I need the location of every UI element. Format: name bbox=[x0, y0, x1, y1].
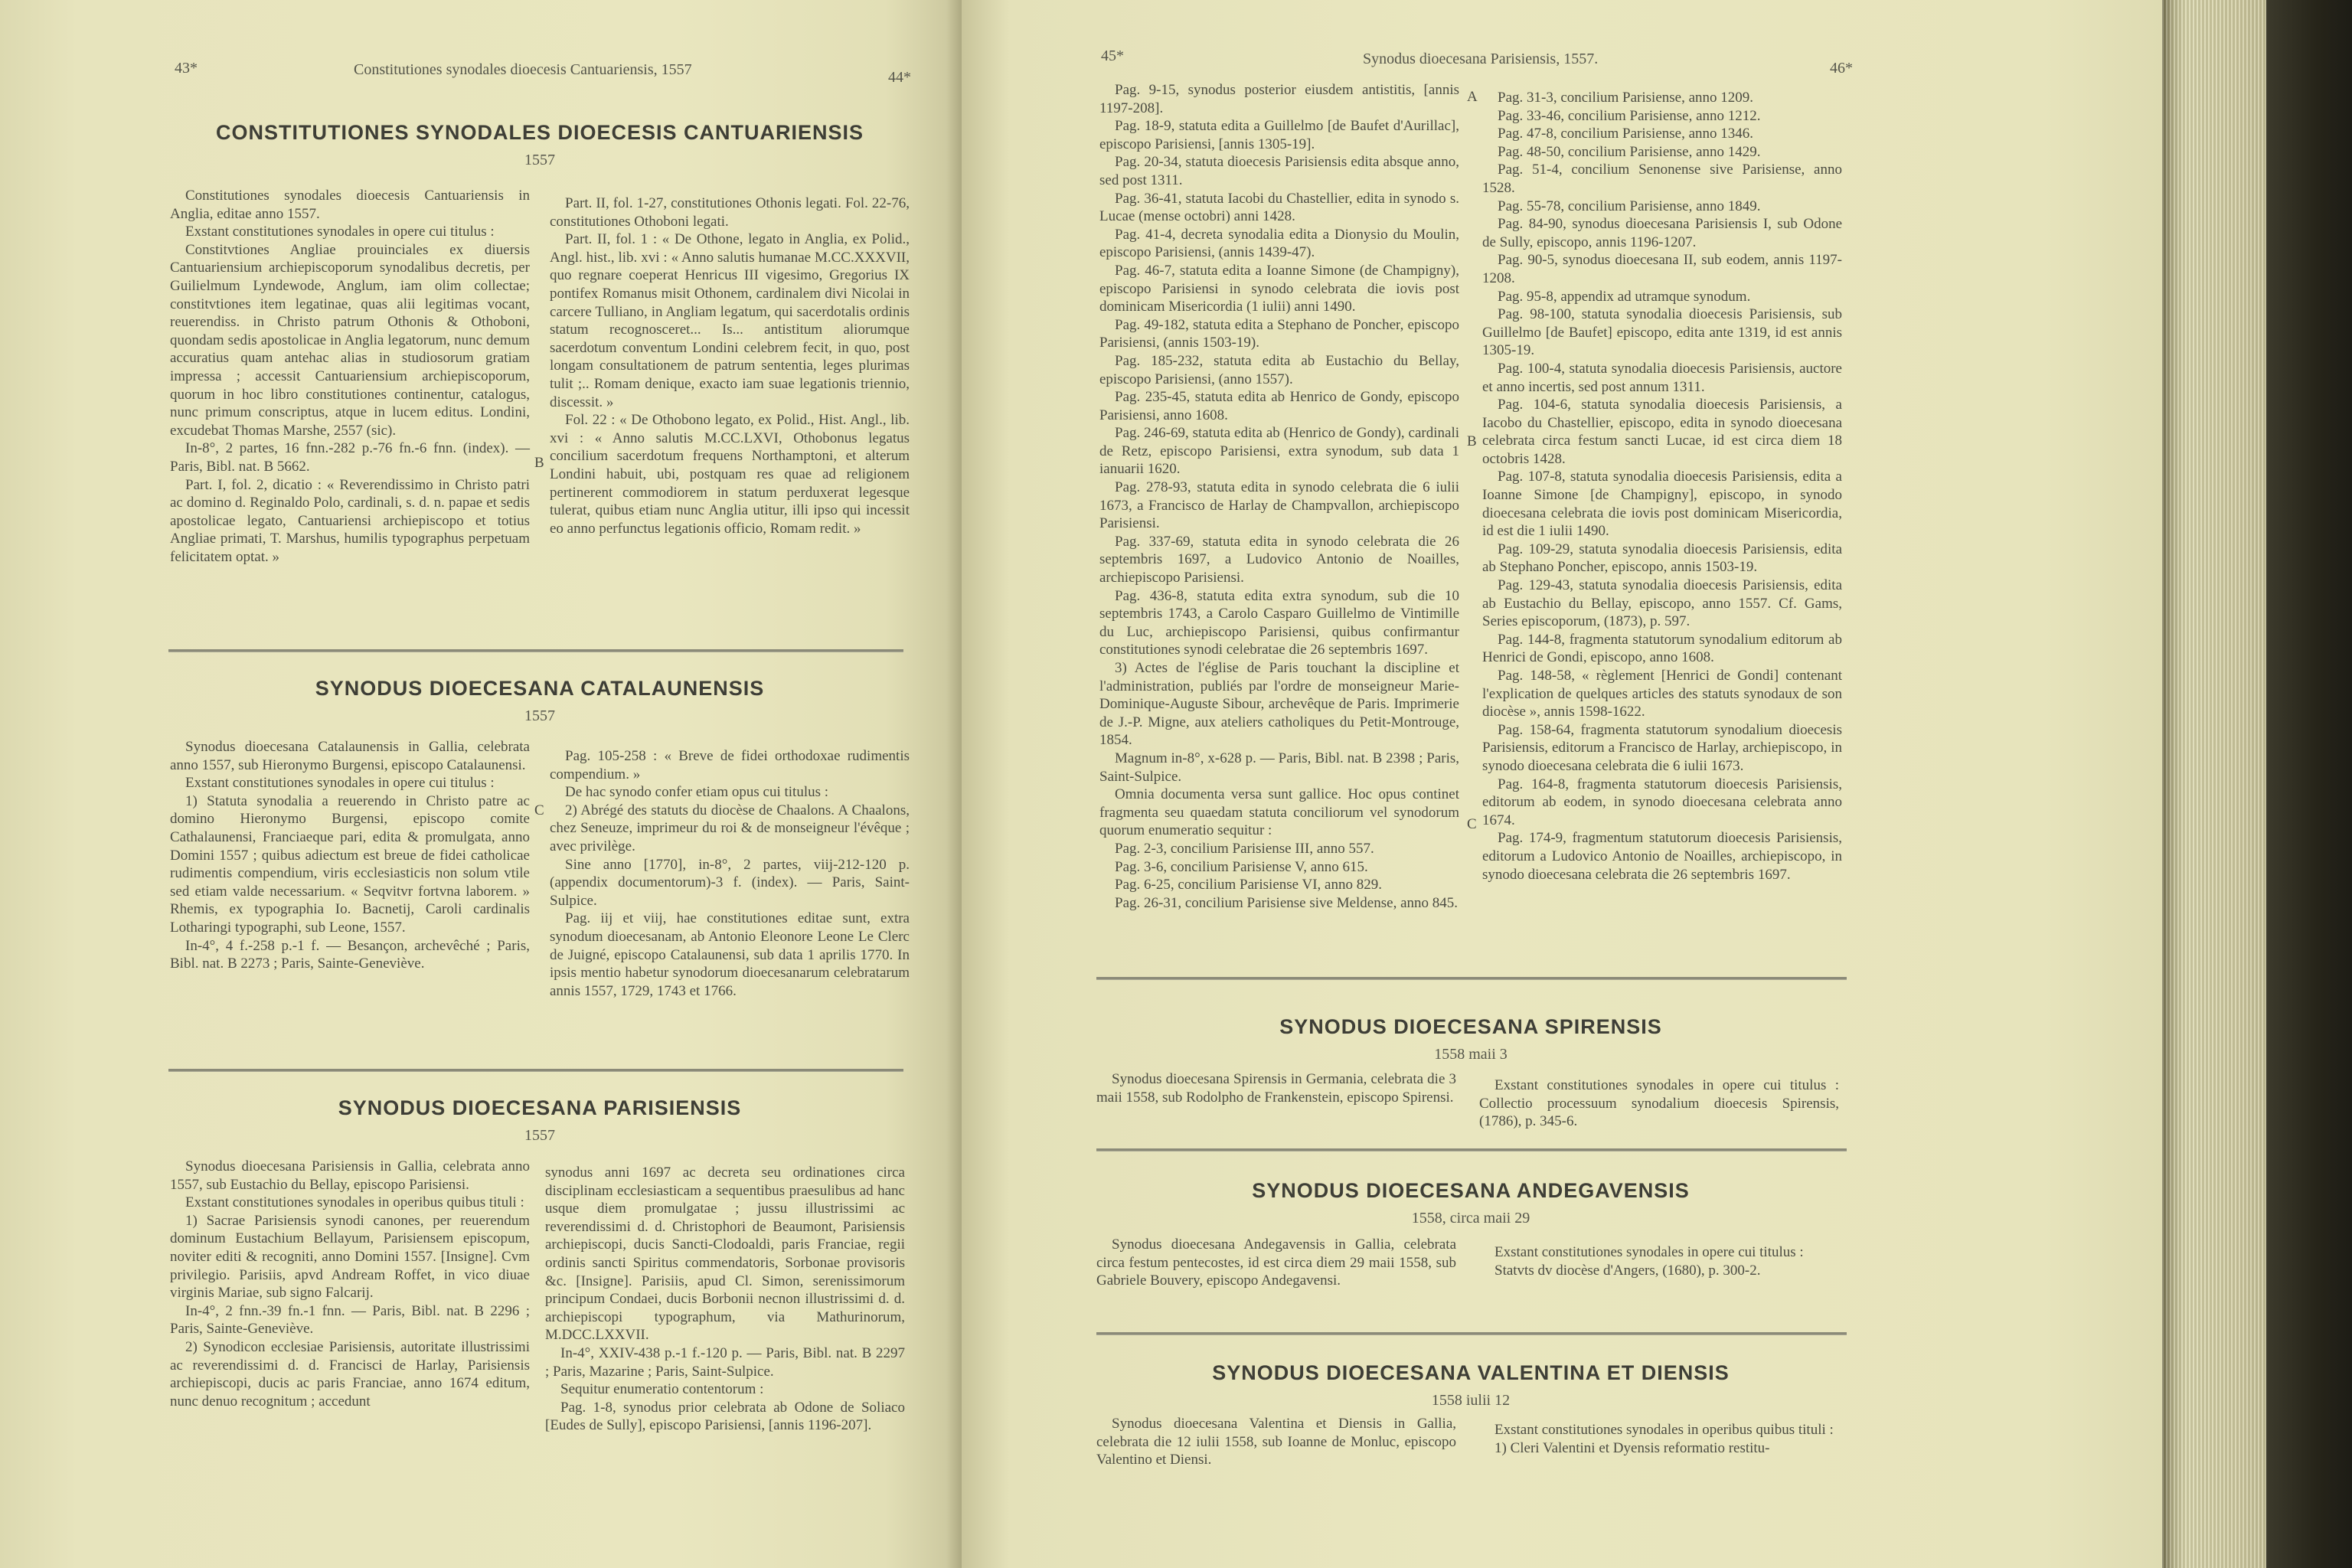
paragraph: Omnia documenta versa sunt gallice. Hoc opus continet fragmenta seu quaedam statuta conciliorum vel synodorum quorum enumeratio sequitur : bbox=[1099, 786, 1459, 839]
paragraph: Pag. 6-25, concilium Parisiense VI, anno 829. bbox=[1115, 877, 1382, 893]
paragraph: 1) Cleri Valentini et Dyensis reformatio restitu- bbox=[1494, 1439, 1770, 1456]
paragraph: Pag. 100-4, statuta synodalia dioecesis Parisiensis, auctore et anno incertis, sed post annum 1311. bbox=[1482, 360, 1842, 395]
text-column bbox=[1099, 81, 1459, 912]
margin-letter: C bbox=[1467, 816, 1477, 832]
section-date: 1558, circa maii 29 bbox=[1411, 1210, 1530, 1227]
margin-letter: B bbox=[534, 455, 544, 471]
page-number: 46* bbox=[1830, 60, 1853, 77]
paragraph: Pag. 36-41, statuta Iacobi du Chastellier, edita in synodo s. Lucae (mense octobri) anni 1428. bbox=[1099, 190, 1459, 225]
paragraph: Pag. 235-45, statuta edita ab Henrico de Gondy, episcopo Parisiensi, anno 1608. bbox=[1099, 389, 1459, 423]
paragraph: Exstant constitutiones synodales in operibus quibus tituli : bbox=[1494, 1422, 1834, 1438]
section-date: 1558 iulii 12 bbox=[1431, 1392, 1511, 1409]
paragraph: Pag. 95-8, appendix ad utramque synodum. bbox=[1498, 288, 1751, 305]
paragraph: Pag. 174-9, fragmentum statutorum dioecesis Parisiensis, editorum a Ludovico Antonio de Noailles, archiepiscopo, in synodo dioecesana celebrata die 26 septembris 1697. bbox=[1482, 830, 1842, 883]
paragraph: Pag. 33-46, concilium Parisiense, anno 1212. bbox=[1498, 107, 1761, 124]
paragraph: Pag. 104-6, statuta synodalia dioecesis Parisiensis, a Iacobo du Chastellier, episcopo, edita in synodo dioecesana celebrata circa festum sancti Lucae, id est circa diem 18 octobris 1428. bbox=[1482, 397, 1842, 467]
paragraph: Exstant constitutiones synodales in opere cui titulus : bbox=[1494, 1244, 1804, 1260]
paragraph: Pag. 1-8, synodus prior celebrata ab Odone de Soliaco [Eudes de Sully], episcopo Parisiensi, [annis 1196-207]. bbox=[545, 1399, 905, 1434]
paragraph: Pag. 49-182, statuta edita a Stephano de Poncher, episcopo Parisiensi, (annis 1503-19). bbox=[1099, 316, 1459, 351]
paragraph: Constitvtiones Angliae prouinciales ex diuersis Cantuariensium archiepiscoporum synodalibus decretis, per Guilielmum Lyndewode, Anglum, iam olim collectae; constitvtiones item legatinae, quas alii legitimas vocant, reuerendiss. in Christo patrum Othonis & Othoboni, quondam sedis apostolicae in Anglia legatorum, nunc demum accuratius quam antehac alias in studiosorum gratiam impressa ; accessit Cantuariensium archiepiscoporum, quorum in hoc libro constitutiones continentur, catalogus, nunc primum conscriptus, atque in lucem editus. Londini, excudebat Thomas Marshe, 2557 (sic). bbox=[170, 241, 530, 439]
text-column bbox=[1479, 1076, 1839, 1131]
paragraph: Pag. 46-7, statuta edita a Ioanne Simone (de Champigny), episcopo Parisiensi in synodo celebrata die iovis post dominicam Misericordia (1 iulii) anni 1490. bbox=[1099, 262, 1459, 315]
paragraph: Exstant constitutiones synodales in opere cui titulus : Collectio processuum synodalium dioecesis Spirensis, (1786), p. 345-6. bbox=[1479, 1077, 1839, 1130]
section-title: SYNODUS DIOECESANA PARISIENSIS bbox=[338, 1096, 742, 1119]
margin-letter: B bbox=[1467, 433, 1477, 449]
section-divider bbox=[168, 1069, 903, 1072]
section-date: 1557 bbox=[524, 1127, 555, 1144]
section-divider bbox=[1096, 1148, 1847, 1152]
paragraph: Statvts dv diocèse d'Angers, (1680), p. 300-2. bbox=[1494, 1262, 1761, 1279]
paragraph: Sequitur enumeratio contentorum : bbox=[560, 1381, 764, 1398]
section-date: 1558 maii 3 bbox=[1434, 1046, 1508, 1063]
paragraph: Pag. 51-4, concilium Senonense sive Parisiense, anno 1528. bbox=[1482, 162, 1842, 196]
paragraph: 2) Abrégé des statuts du diocèse de Chaalons. A Chaalons, chez Seneuze, imprimeur du roi & de monseigneur l'évêque ; avec privilège. bbox=[550, 802, 910, 854]
paragraph: Synodus dioecesana Parisiensis in Gallia, celebrata anno 1557, sub Eustachio du Bellay, episcopo Parisiensi. bbox=[170, 1158, 530, 1193]
paragraph: Pag. 158-64, fragmenta statutorum synodalium dioecesis Parisiensis, editorum a Francisco de Harlay, archiepiscopo, in synodo dioecesana celebrata die 6 iulii 1673. bbox=[1482, 721, 1842, 774]
text-column bbox=[1482, 89, 1842, 884]
paragraph: Pag. 164-8, fragmenta statutorum dioecesis Parisiensis, editorum ab eodem, in synodo dioecesana celebrata anno 1674. bbox=[1482, 776, 1842, 828]
paragraph: Pag. 48-50, concilium Parisiense, anno 1429. bbox=[1498, 143, 1761, 160]
text-column bbox=[1479, 1243, 1839, 1279]
right-page bbox=[962, 0, 2162, 1568]
paragraph: Part. II, fol. 1-27, constitutiones Othonis legati. Fol. 22-76, constitutiones Othoboni legati. bbox=[550, 195, 910, 230]
text-column bbox=[550, 747, 910, 1000]
section-date: 1557 bbox=[524, 152, 555, 168]
paragraph: Pag. 3-6, concilium Parisiense V, anno 615. bbox=[1115, 858, 1368, 875]
section-title: CONSTITUTIONES SYNODALES DIOECESIS CANTUARIENSIS bbox=[215, 121, 864, 144]
left-page bbox=[0, 0, 962, 1568]
paragraph: Pag. 144-8, fragmenta statutorum synodalium editorum ab Henrici de Gondi, episcopo, anno 1608. bbox=[1482, 631, 1842, 666]
paragraph: Exstant constitutiones synodales in opere cui titulus : bbox=[185, 775, 495, 792]
paragraph: Pag. 26-31, concilium Parisiense sive Meldense, anno 845. bbox=[1115, 894, 1459, 911]
paragraph: Pag. 129-43, statuta synodalia dioecesis Parisiensis, edita ab Eustachio du Bellay, episcopo, anno 1557. Cf. Gams, Series episcoporum, (1873), p. 597. bbox=[1482, 577, 1842, 630]
paragraph: 2) Synodicon ecclesiae Parisiensis, autoritate illustrissimi ac reverendissimi d. d. Francisci de Harlay, Parisiensis archiepiscopi, ducis ac paris Franciae, anno 1674 editum, nunc denuo recognitum ; accedunt bbox=[170, 1338, 530, 1410]
paragraph: Synodus dioecesana Valentina et Diensis in Gallia, celebrata die 12 iulii 1558, sub Ioanne de Monluc, episcopo Valentino et Diensi. bbox=[1096, 1416, 1456, 1468]
running-head: Synodus dioecesana Parisiensis, 1557. bbox=[1363, 51, 1599, 67]
paragraph: Pag. 107-8, statuta synodalia dioecesis Parisiensis, edita a Ioanne Simone [de Champigny], episcopo, in synodo dioecesana celebrata die iovis post dominicam Misericordia, id est die 1 iulii 1490. bbox=[1482, 469, 1842, 540]
paragraph: Pag. 9-15, synodus posterior eiusdem antistitis, [annis 1197-208]. bbox=[1099, 82, 1459, 116]
paragraph: Pag. 47-8, concilium Parisiense, anno 1346. bbox=[1498, 126, 1754, 142]
paragraph: Constitutiones synodales dioecesis Cantuariensis in Anglia, editae anno 1557. bbox=[170, 188, 530, 222]
paragraph: Exstant constitutiones synodales in operibus quibus tituli : bbox=[185, 1194, 524, 1211]
paragraph: Pag. 20-34, statuta dioecesis Parisiensis edita absque anno, sed post 1311. bbox=[1099, 154, 1459, 188]
section-divider bbox=[168, 649, 903, 652]
section-date: 1557 bbox=[524, 707, 555, 724]
paragraph: Part. II, fol. 1 : « De Othone, legato in Anglia, ex Polid., Angl. hist., lib. xvi : « Anno salutis humanae M.CC.XXXVII, quo regnare coeperat Henricus III vigesimo, Gregorius IX pontifex Romanus misit Othonem, cardinalem divi Nicolai in carcere Tulliano, in Angliam legatum, qui sacerdotalis ordinis statum recognosceret... Is... antistitum aliorumque sacerdotum conventum Londini celebrem fecit, in quo, post longam consultationem de patrum sententia, leges plurimas tulit ;.. Romam denique, exacto iam suae legationis triennio, discessit. » bbox=[550, 231, 910, 410]
paragraph: In-4°, 4 f.-258 p.-1 f. — Besançon, archevêché ; Paris, Bibl. nat. B 2273 ; Paris, Sainte-Geneviève. bbox=[170, 937, 530, 972]
paragraph: De hac synodo confer etiam opus cui titulus : bbox=[565, 784, 829, 801]
paragraph: Pag. iij et viij, hae constitutiones editae sunt, extra synodum dioecesanam, ab Antonio Eleonore Leone Le Clerc de Juigné, episcopo Catalaunensi, sub data 1 aprilis 1770. In ipsis mentio habetur synodorum dioecesanarum celebratarum annis 1557, 1729, 1743 et 1766. bbox=[550, 910, 910, 999]
text-column bbox=[550, 194, 910, 537]
text-column bbox=[170, 1158, 530, 1410]
page-number: 44* bbox=[888, 69, 911, 86]
paragraph: Sine anno [1770], in-8°, 2 partes, viij-212-120 p. (appendix documentorum)-3 f. (index). — Paris, Saint-Sulpice. bbox=[550, 856, 910, 909]
paragraph: Pag. 185-232, statuta edita ab Eustachio du Bellay, episcopo Parisiensi, (anno 1557). bbox=[1099, 352, 1459, 387]
section-title: SYNODUS DIOECESANA SPIRENSIS bbox=[1279, 1015, 1662, 1038]
paragraph: 1) Sacrae Parisiensis synodi canones, per reuerendum dominum Eustachium Bellayum, Parisiensem episcopum, noviter editi & recogniti, anno Domini 1557. [Insigne]. Cvm privilegio. Parisiis, apvd Andream Roffet, in vico diuae virginis Mariae, sub signo Falcarij. bbox=[170, 1212, 530, 1302]
paragraph: Pag. 105-258 : « Breve de fidei orthodoxae rudimentis compendium. » bbox=[550, 748, 910, 782]
paragraph: In-8°, 2 partes, 16 fnn.-282 p.-76 fn.-6 fnn. (index). — Paris, Bibl. nat. B 5662. bbox=[170, 440, 530, 475]
paragraph: Fol. 22 : « De Othobono legato, ex Polid., Hist. Angl., lib. xvi : « Anno salutis M.CC.LXVI, Othobonus legatus concilium sacerdotum frequens Northamptoni, et alterum Londini habuit, ubi, postquam res quae ad religionem pertinerent commodiorem in statum perduxerat legesque tulerat, quibus etiam nunc Anglia utitur, illi ipso qui incessit eo anno perfunctus legationis officio, Romam redit. » bbox=[550, 412, 910, 537]
paragraph: Pag. 109-29, statuta synodalia dioecesis Parisiensis, edita ab Stephano Poncher, episcopo, annis 1503-19. bbox=[1482, 541, 1842, 576]
paragraph: Part. I, fol. 2, dicatio : « Reverendissimo in Christo patri ac domino d. Reginaldo Polo, cardinali, s. d. n. papae et sedis apostolicae legato, Cantuariensi archiepiscopo et totius Angliae primati, T. Marshus, humilis typographus perpetuam felicitatem optat. » bbox=[170, 476, 530, 565]
paragraph: Pag. 55-78, concilium Parisiense, anno 1849. bbox=[1498, 198, 1761, 214]
margin-letter: C bbox=[534, 802, 544, 818]
paragraph: Pag. 41-4, decreta synodalia edita a Dionysio du Moulin, episcopo Parisiensi, (annis 1439-47). bbox=[1099, 226, 1459, 261]
text-column bbox=[1096, 1236, 1456, 1290]
paragraph: Pag. 31-3, concilium Parisiense, anno 1209. bbox=[1498, 90, 1754, 106]
paragraph: 3) Actes de l'église de Paris touchant la discipline et l'administration, publiés par l'ordre de monseigneur Marie-Dominique-Auguste Sibour, archevêque de Paris. Imprimerie de J.-P. Migne, aux ateliers catholiques du Petit-Montrouge, 1854. bbox=[1099, 660, 1459, 749]
section-divider bbox=[1096, 1332, 1847, 1335]
paragraph: Pag. 436-8, statuta edita extra synodum, sub die 10 septembris 1743, a Carolo Casparo Guillelmo de Vintimille du Luc, archiepiscopo Parisiensi, quibus confirmantur constitutiones synodi celebratae die 26 septembris 1697. bbox=[1099, 587, 1459, 658]
section-title: SYNODUS DIOECESANA CATALAUNENSIS bbox=[315, 677, 765, 700]
paragraph: Pag. 246-69, statuta edita ab (Henrico de Gondy), cardinali de Retz, episcopo Parisiensi, extra synodum, sub data 1 ianuarii 1620. bbox=[1099, 425, 1459, 478]
paragraph: In-4°, 2 fnn.-39 fn.-1 fnn. — Paris, Bibl. nat. B 2296 ; Paris, Sainte-Geneviève. bbox=[170, 1302, 530, 1338]
section-divider bbox=[1096, 977, 1847, 980]
paragraph: Synodus dioecesana Spirensis in Germania, celebrata die 3 maii 1558, sub Rodolpho de Frankenstein, episcopo Spirensi. bbox=[1096, 1071, 1456, 1106]
paragraph: In-4°, XXIV-438 p.-1 f.-120 p. — Paris, Bibl. nat. B 2297 ; Paris, Mazarine ; Paris, Saint-Sulpice. bbox=[545, 1344, 905, 1380]
paragraph: Synodus dioecesana Catalaunensis in Gallia, celebrata anno 1557, sub Hieronymo Burgensi, episcopo Catalaunensi. bbox=[170, 739, 530, 773]
paragraph: Pag. 84-90, synodus dioecesana Parisiensis I, sub Odone de Sully, episcopo, annis 1196-1207. bbox=[1482, 216, 1842, 250]
paragraph: Pag. 2-3, concilium Parisiense III, anno 557. bbox=[1115, 840, 1374, 857]
margin-letter: A bbox=[1467, 89, 1478, 105]
text-column bbox=[545, 1164, 905, 1435]
paragraph: Synodus dioecesana Andegavensis in Gallia, celebrata circa festum pentecostes, id est circa diem 29 maii 1558, sub Gabriele Bouvery, episcopo Andegavensi. bbox=[1096, 1236, 1456, 1289]
text-column bbox=[1096, 1415, 1456, 1469]
paragraph: Pag. 148-58, « règlement [Henrici de Gondi] contenant l'explication de quelques articles des statuts synodaux de son diocèse », annis 1598-1622. bbox=[1482, 668, 1842, 720]
paragraph: Exstant constitutiones synodales in opere cui titulus : bbox=[185, 224, 495, 240]
paragraph: Pag. 18-9, statuta edita a Guillelmo [de Baufet d'Aurillac], episcopo Parisiensi, [annis 1305-19]. bbox=[1099, 118, 1459, 152]
page-number: 45* bbox=[1101, 47, 1124, 64]
paragraph: Pag. 90-5, synodus dioecesana II, sub eodem, annis 1197-1208. bbox=[1482, 252, 1842, 286]
text-column bbox=[1096, 1070, 1456, 1106]
text-column bbox=[170, 738, 530, 973]
section-title: SYNODUS DIOECESANA ANDEGAVENSIS bbox=[1252, 1179, 1690, 1202]
paragraph: synodus anni 1697 ac decreta seu ordinationes circa disciplinam ecclesiasticam a sequentibus praesulibus ad hanc usque diem promulgatae ; jussu illustrissimi ac reverendissimi d. d. Christophori de Beaumont, Parisiensis archiepiscopi, ducis Sancti-Clodoaldi, paris Franciae, regii ordinis sancti Spiritus commendatoris, Sorbonae provisoris &c. [Insigne]. Parisiis, apud Cl. Simon, serenissimorum principum Condaei, ducis Borbonii necnon illustrissimi d. d. archiepiscopi typographum, via Mathurinorum, M.DCC.LXXVII. bbox=[545, 1165, 905, 1344]
page-number: 43* bbox=[175, 60, 198, 77]
text-column bbox=[170, 187, 530, 566]
paragraph: 1) Statuta synodalia a reuerendo in Christo patre ac domino Hieronymo Burgensi, episcopo comite Cathalaunensi, Franciaeque pari, edita & promulgata, anno Domini 1557 ; quibus adiectum est breue de fidei catholicae rudimentis compendium, viris ecclesiasticis non solum vtile sed etiam valde necessarium. « Seqvitvr fortvna laborem. » Rhemis, ex typographia Io. Bacnetij, Caroli cardinalis Lotharingi typographi, sub Leone, 1557. bbox=[170, 792, 530, 936]
paragraph: Pag. 98-100, statuta synodalia dioecesis Parisiensis, sub Guillelmo [de Baufet] episcopo, edita ante 1319, id est annis 1305-19. bbox=[1482, 306, 1842, 359]
running-head: Constitutiones synodales dioecesis Cantuariensis, 1557 bbox=[354, 61, 692, 78]
paragraph: Pag. 337-69, statuta edita in synodo celebrata die 26 septembris 1697, a Ludovico Antonio de Noailles, archiepiscopo Parisiensi. bbox=[1099, 533, 1459, 586]
paragraph: Magnum in-8°, x-628 p. — Paris, Bibl. nat. B 2398 ; Paris, Saint-Sulpice. bbox=[1099, 750, 1459, 785]
section-title: SYNODUS DIOECESANA VALENTINA ET DIENSIS bbox=[1212, 1361, 1730, 1384]
text-column bbox=[1479, 1421, 1839, 1457]
paragraph: Pag. 278-93, statuta edita in synodo celebrata die 6 iulii 1673, a Francisco de Harlay de Champvallon, archiepiscopo Parisiensi. bbox=[1099, 479, 1459, 532]
book-cover bbox=[2266, 0, 2352, 1568]
